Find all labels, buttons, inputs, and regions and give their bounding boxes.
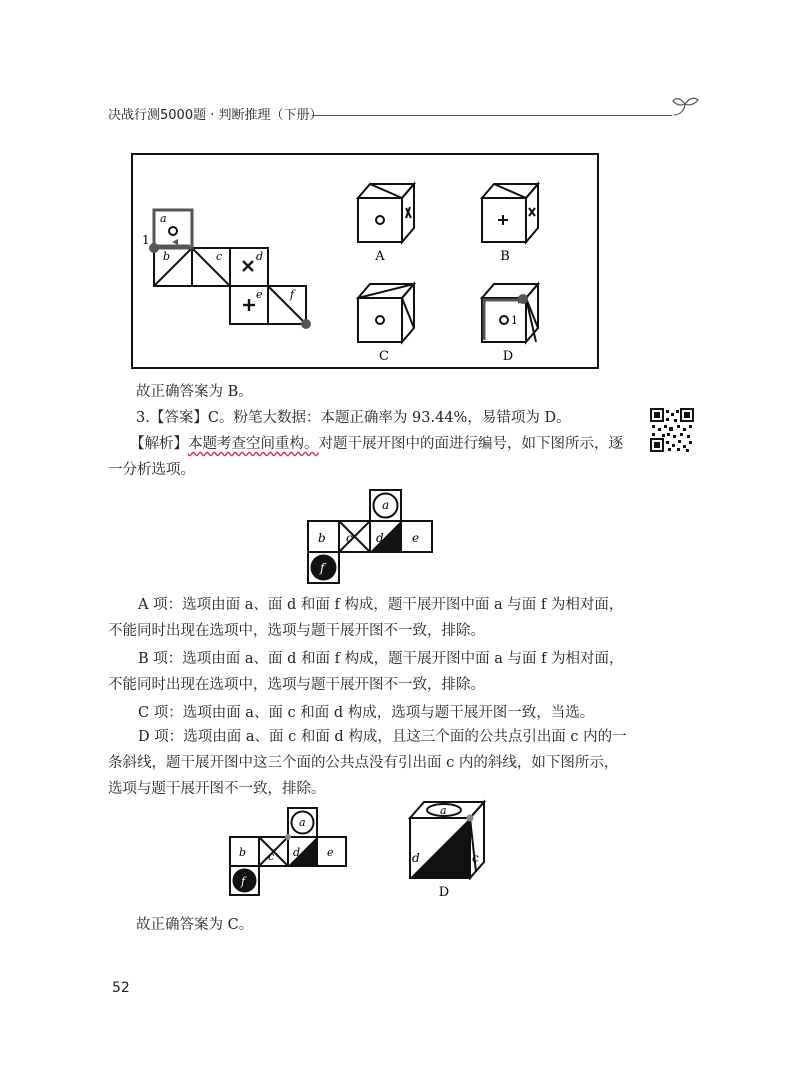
conclusion-1: 故正确答案为 B。 bbox=[136, 384, 253, 400]
option-b-label: B bbox=[500, 249, 510, 264]
option-d-point-label: 1 bbox=[511, 314, 518, 327]
cube-label-a: a bbox=[440, 804, 447, 817]
option-a-label: A bbox=[375, 249, 385, 264]
question-3-answer bbox=[136, 405, 636, 431]
cube-label-c: c bbox=[472, 851, 479, 865]
cross-mark bbox=[243, 261, 253, 271]
point-label-1: 1 bbox=[142, 233, 150, 247]
option-c-cube bbox=[358, 284, 414, 342]
point-marker-d bbox=[518, 294, 528, 304]
plus-mark bbox=[243, 299, 255, 311]
analysis-topic: 本题考查空间重构。 bbox=[188, 436, 319, 452]
analysis-tag: 【解析】 bbox=[130, 436, 188, 452]
figure-numbered-net bbox=[300, 486, 440, 586]
analysis-text: 对题干展开图中的面进行编号，如下图所示，逐一分析选项。 bbox=[108, 436, 623, 478]
point-marker-f bbox=[301, 319, 311, 329]
mid-label-b: b bbox=[318, 531, 326, 545]
mid-label-a: a bbox=[382, 498, 390, 512]
option-c-analysis: C 项：选项由面 a、面 c 和面 d 构成，选项与题干展开图一致，当选。 bbox=[138, 705, 595, 721]
net-label-e: e bbox=[256, 288, 263, 301]
unfolded-net bbox=[154, 248, 306, 324]
answer-text: C。粉笔大数据：本题正确率为 93.44%，易错项为 D。 bbox=[207, 410, 571, 426]
option-a-analysis: A 项：选项由面 a、面 d 和面 f 构成，题干展开图中面 a 与面 f 为相对面，不能同时出现在选项中，选项与题干展开图不一致，排除。 bbox=[108, 597, 624, 639]
answer-tag: 【答案】 bbox=[149, 410, 208, 426]
net-label-f: f bbox=[290, 288, 295, 301]
question-number: 3. bbox=[136, 410, 150, 426]
option-d-cube bbox=[482, 284, 538, 342]
question-3-analysis bbox=[108, 431, 628, 483]
bottom-net-label-b: b bbox=[239, 846, 247, 859]
sprout-icon bbox=[670, 92, 700, 118]
net-label-b: b bbox=[163, 250, 171, 263]
figure-question-box bbox=[130, 152, 600, 370]
bottom-net-label-c: c bbox=[268, 850, 275, 863]
option-d-analysis: D 项：选项由面 a、面 c 和面 d 构成，且这三个面的公共点引出面 c 内的一条斜线，题干展开图中这三个面的公共点没有引出面 c 内的斜线，如下图所示，选项与题干展开图不一致，排除。 bbox=[108, 729, 627, 797]
cube-caption: D bbox=[438, 885, 450, 900]
option-b-analysis: B 项：选项由面 a、面 d 和面 f 构成，题干展开图中面 a 与面 f 为相对面，不能同时出现在选项中，选项与题干展开图不一致，排除。 bbox=[108, 651, 624, 693]
bottom-net-label-e: e bbox=[327, 846, 334, 859]
mid-label-f: f bbox=[320, 561, 325, 575]
common-point-marker bbox=[285, 834, 291, 840]
net-label-c: c bbox=[216, 250, 223, 263]
figure-bottom-cube-d bbox=[404, 796, 494, 906]
net-label-a: a bbox=[160, 212, 167, 225]
page-number: 52 bbox=[112, 980, 130, 996]
mid-label-c: c bbox=[346, 531, 353, 545]
option-b-cube bbox=[482, 184, 538, 242]
qr-code-icon[interactable] bbox=[650, 408, 694, 452]
option-c-label: C bbox=[379, 349, 389, 364]
option-d-label: D bbox=[502, 349, 514, 364]
cube-label-d: d bbox=[412, 851, 420, 865]
bottom-net-label-a: a bbox=[299, 816, 306, 829]
header-rule bbox=[312, 115, 672, 116]
arrow-mark bbox=[172, 239, 178, 245]
bottom-net-label-d: d bbox=[293, 846, 301, 859]
point-marker bbox=[149, 243, 159, 253]
cube-common-point bbox=[467, 815, 474, 822]
figure-bottom-net bbox=[226, 804, 356, 896]
mid-label-d: d bbox=[376, 531, 384, 545]
bottom-net-label-f: f bbox=[241, 875, 246, 888]
option-a-cube bbox=[358, 184, 414, 242]
net-label-d: d bbox=[256, 250, 264, 263]
conclusion-2: 故正确答案为 C。 bbox=[136, 917, 254, 933]
running-header: 决战行测5000题 · 判断推理（下册） bbox=[108, 108, 323, 123]
mid-label-e: e bbox=[412, 531, 420, 545]
circle-mark bbox=[169, 227, 177, 235]
